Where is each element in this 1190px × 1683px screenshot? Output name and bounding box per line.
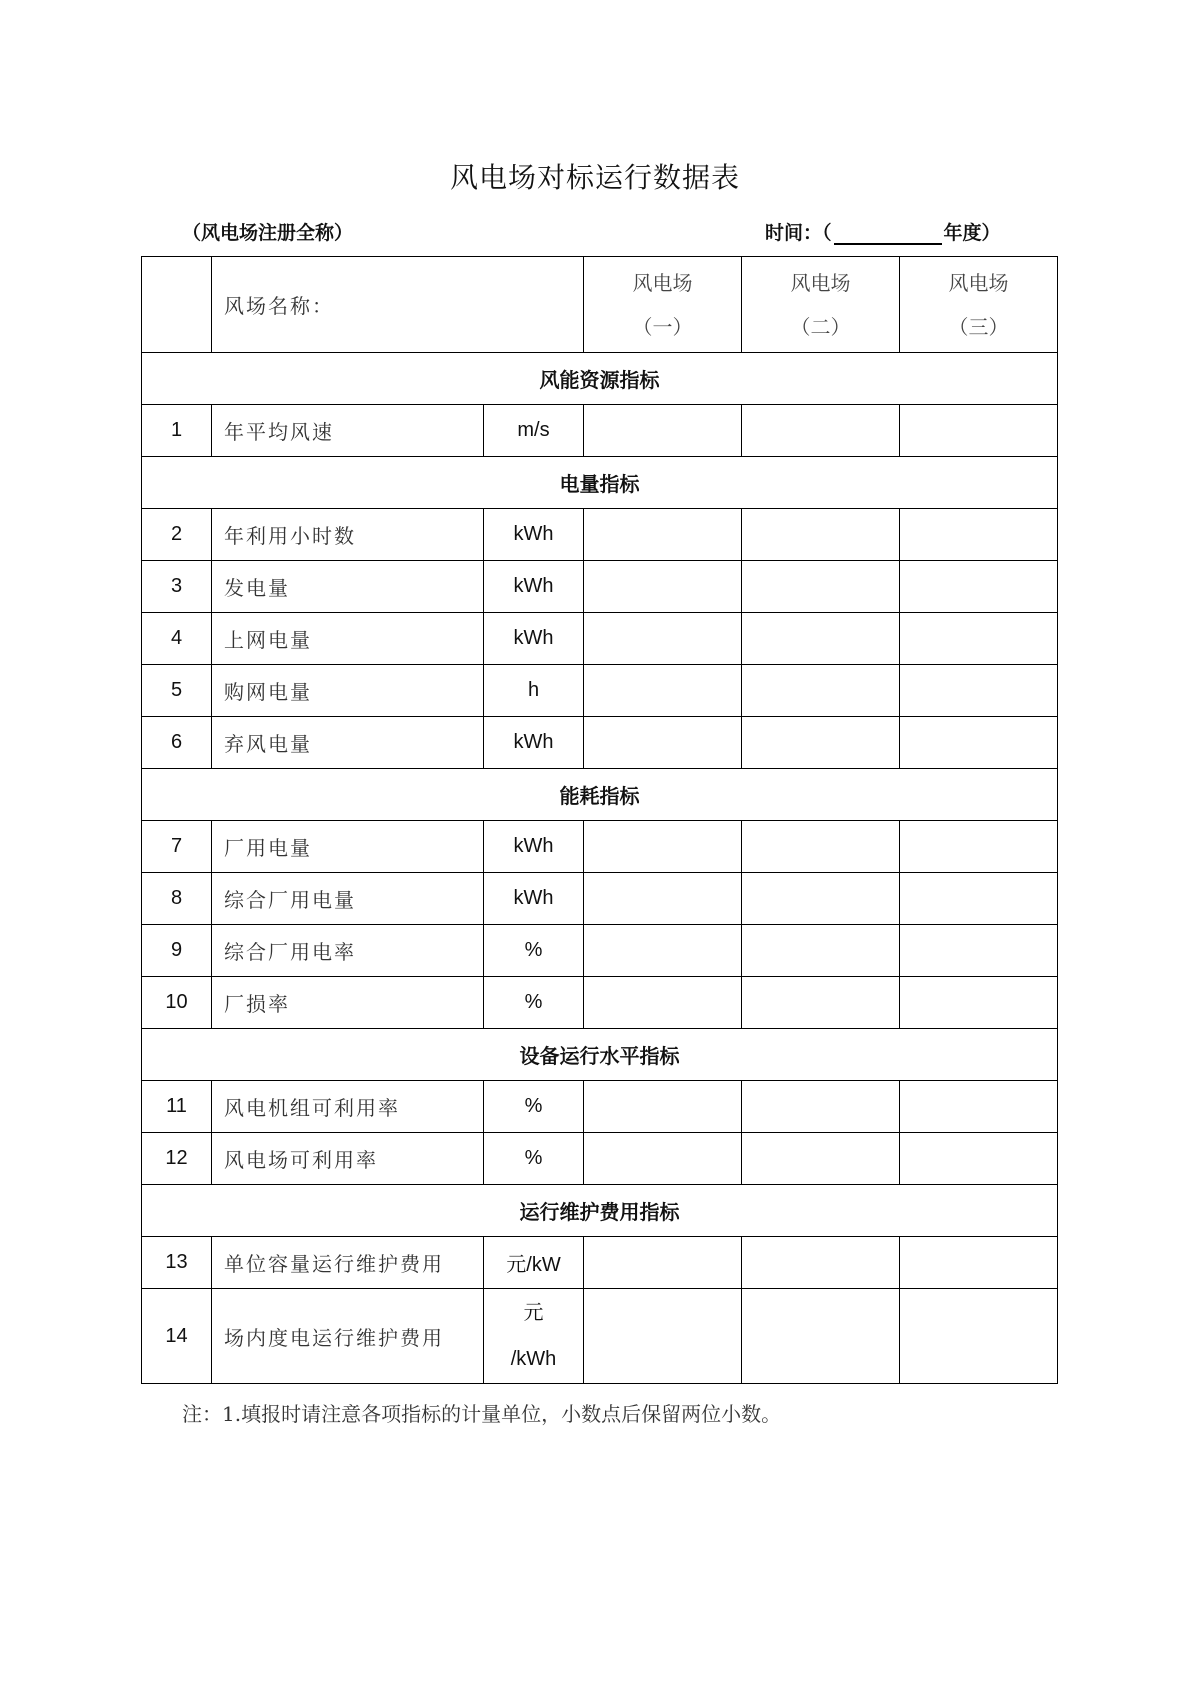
row-number: 9 bbox=[142, 925, 212, 977]
value-cell-farm-1[interactable] bbox=[584, 561, 742, 613]
indicator-name: 风电机组可利用率 bbox=[212, 1081, 484, 1133]
value-cell-farm-2[interactable] bbox=[742, 1133, 900, 1185]
section-title-maintenance-cost: 运行维护费用指标 bbox=[142, 1185, 1058, 1237]
table-row bbox=[142, 613, 1058, 665]
row-number: 6 bbox=[142, 717, 212, 769]
table-row bbox=[142, 873, 1058, 925]
row-number: 12 bbox=[142, 1133, 212, 1185]
section-title-equipment-operation: 设备运行水平指标 bbox=[142, 1029, 1058, 1081]
farm-column-2: 风电场 （二） bbox=[742, 257, 900, 353]
value-cell-farm-2[interactable] bbox=[742, 1237, 900, 1289]
table-row bbox=[142, 1237, 1058, 1289]
indicator-name: 风电场可利用率 bbox=[212, 1133, 484, 1185]
value-cell-farm-3[interactable] bbox=[900, 1237, 1058, 1289]
section-title-energy-consumption: 能耗指标 bbox=[142, 769, 1058, 821]
indicator-name: 综合厂用电量 bbox=[212, 873, 484, 925]
table-row bbox=[142, 509, 1058, 561]
value-cell-farm-3[interactable] bbox=[900, 977, 1058, 1029]
value-cell-farm-1[interactable] bbox=[584, 717, 742, 769]
value-cell-farm-3[interactable] bbox=[900, 613, 1058, 665]
indicator-name: 发电量 bbox=[212, 561, 484, 613]
value-cell-farm-3[interactable] bbox=[900, 1081, 1058, 1133]
time-label-suffix: 年度） bbox=[943, 222, 1001, 244]
value-cell-farm-2[interactable] bbox=[742, 873, 900, 925]
row-number: 3 bbox=[142, 561, 212, 613]
time-label bbox=[765, 218, 1001, 245]
value-cell-farm-3[interactable] bbox=[900, 1133, 1058, 1185]
value-cell-farm-2[interactable] bbox=[742, 613, 900, 665]
document-title: 风电场对标运行数据表 bbox=[449, 161, 740, 194]
indicator-name: 年平均风速 bbox=[212, 405, 484, 457]
indicator-unit: kWh bbox=[484, 561, 584, 613]
indicator-unit: % bbox=[484, 1081, 584, 1133]
indicator-name: 单位容量运行维护费用 bbox=[212, 1237, 484, 1289]
indicator-name: 综合厂用电率 bbox=[212, 925, 484, 977]
value-cell-farm-2[interactable] bbox=[742, 717, 900, 769]
indicator-unit: 元 /kWh bbox=[484, 1289, 584, 1384]
value-cell-farm-3[interactable] bbox=[900, 873, 1058, 925]
table-row bbox=[142, 821, 1058, 873]
value-cell-farm-3[interactable] bbox=[900, 717, 1058, 769]
value-cell-farm-3[interactable] bbox=[900, 561, 1058, 613]
value-cell-farm-2[interactable] bbox=[742, 977, 900, 1029]
section-title-wind-resource: 风能资源指标 bbox=[142, 353, 1058, 405]
value-cell-farm-1[interactable] bbox=[584, 1133, 742, 1185]
value-cell-farm-1[interactable] bbox=[584, 405, 742, 457]
indicator-name: 年利用小时数 bbox=[212, 509, 484, 561]
value-cell-farm-3[interactable] bbox=[900, 925, 1058, 977]
row-number: 8 bbox=[142, 873, 212, 925]
footnote: 注：1.填报时请注意各项指标的计量单位，小数点后保留两位小数。 bbox=[182, 1402, 782, 1426]
row-number: 5 bbox=[142, 665, 212, 717]
value-cell-farm-1[interactable] bbox=[584, 509, 742, 561]
indicator-unit: h bbox=[484, 665, 584, 717]
time-label-prefix: 时间：（ bbox=[765, 222, 832, 244]
table-row bbox=[142, 1289, 1058, 1384]
value-cell-farm-1[interactable] bbox=[584, 1081, 742, 1133]
indicator-name: 购网电量 bbox=[212, 665, 484, 717]
table-row bbox=[142, 977, 1058, 1029]
row-number: 10 bbox=[142, 977, 212, 1029]
table-row bbox=[142, 561, 1058, 613]
value-cell-farm-2[interactable] bbox=[742, 561, 900, 613]
indicator-unit: 元/kW bbox=[484, 1237, 584, 1289]
value-cell-farm-2[interactable] bbox=[742, 1289, 900, 1384]
value-cell-farm-1[interactable] bbox=[584, 665, 742, 717]
value-cell-farm-1[interactable] bbox=[584, 925, 742, 977]
row-number: 14 bbox=[142, 1289, 212, 1384]
row-number: 4 bbox=[142, 613, 212, 665]
benchmark-data-table bbox=[141, 256, 1058, 1384]
header-blank-cell bbox=[142, 257, 212, 353]
section-title-electricity: 电量指标 bbox=[142, 457, 1058, 509]
value-cell-farm-1[interactable] bbox=[584, 1237, 742, 1289]
indicator-unit: m/s bbox=[484, 405, 584, 457]
year-blank-field[interactable] bbox=[834, 223, 942, 245]
farm-name-label: 风场名称： bbox=[212, 257, 584, 353]
farm-column-1: 风电场 （一） bbox=[584, 257, 742, 353]
indicator-unit: kWh bbox=[484, 509, 584, 561]
row-number: 1 bbox=[142, 405, 212, 457]
value-cell-farm-3[interactable] bbox=[900, 665, 1058, 717]
value-cell-farm-1[interactable] bbox=[584, 977, 742, 1029]
table-row bbox=[142, 717, 1058, 769]
row-number: 2 bbox=[142, 509, 212, 561]
table-header-row bbox=[142, 257, 1058, 353]
indicator-name: 弃风电量 bbox=[212, 717, 484, 769]
row-number: 13 bbox=[142, 1237, 212, 1289]
row-number: 11 bbox=[142, 1081, 212, 1133]
value-cell-farm-2[interactable] bbox=[742, 1081, 900, 1133]
indicator-name: 厂用电量 bbox=[212, 821, 484, 873]
indicator-unit: kWh bbox=[484, 873, 584, 925]
value-cell-farm-1[interactable] bbox=[584, 821, 742, 873]
indicator-unit: kWh bbox=[484, 717, 584, 769]
value-cell-farm-1[interactable] bbox=[584, 1289, 742, 1384]
table-row bbox=[142, 405, 1058, 457]
registered-name-label: （风电场注册全称） bbox=[182, 222, 354, 244]
farm-column-3: 风电场 （三） bbox=[900, 257, 1058, 353]
value-cell-farm-2[interactable] bbox=[742, 509, 900, 561]
indicator-name: 厂损率 bbox=[212, 977, 484, 1029]
row-number: 7 bbox=[142, 821, 212, 873]
value-cell-farm-1[interactable] bbox=[584, 613, 742, 665]
indicator-name: 场内度电运行维护费用 bbox=[212, 1289, 484, 1384]
value-cell-farm-1[interactable] bbox=[584, 873, 742, 925]
table-row bbox=[142, 665, 1058, 717]
table-row bbox=[142, 925, 1058, 977]
indicator-unit: kWh bbox=[484, 613, 584, 665]
indicator-unit: % bbox=[484, 977, 584, 1029]
indicator-unit: % bbox=[484, 1133, 584, 1185]
value-cell-farm-2[interactable] bbox=[742, 665, 900, 717]
indicator-name: 上网电量 bbox=[212, 613, 484, 665]
indicator-unit: % bbox=[484, 925, 584, 977]
value-cell-farm-2[interactable] bbox=[742, 405, 900, 457]
value-cell-farm-3[interactable] bbox=[900, 509, 1058, 561]
value-cell-farm-2[interactable] bbox=[742, 925, 900, 977]
value-cell-farm-2[interactable] bbox=[742, 821, 900, 873]
table-row bbox=[142, 1133, 1058, 1185]
value-cell-farm-3[interactable] bbox=[900, 821, 1058, 873]
indicator-unit: kWh bbox=[484, 821, 584, 873]
value-cell-farm-3[interactable] bbox=[900, 405, 1058, 457]
table-row bbox=[142, 1081, 1058, 1133]
value-cell-farm-3[interactable] bbox=[900, 1289, 1058, 1384]
